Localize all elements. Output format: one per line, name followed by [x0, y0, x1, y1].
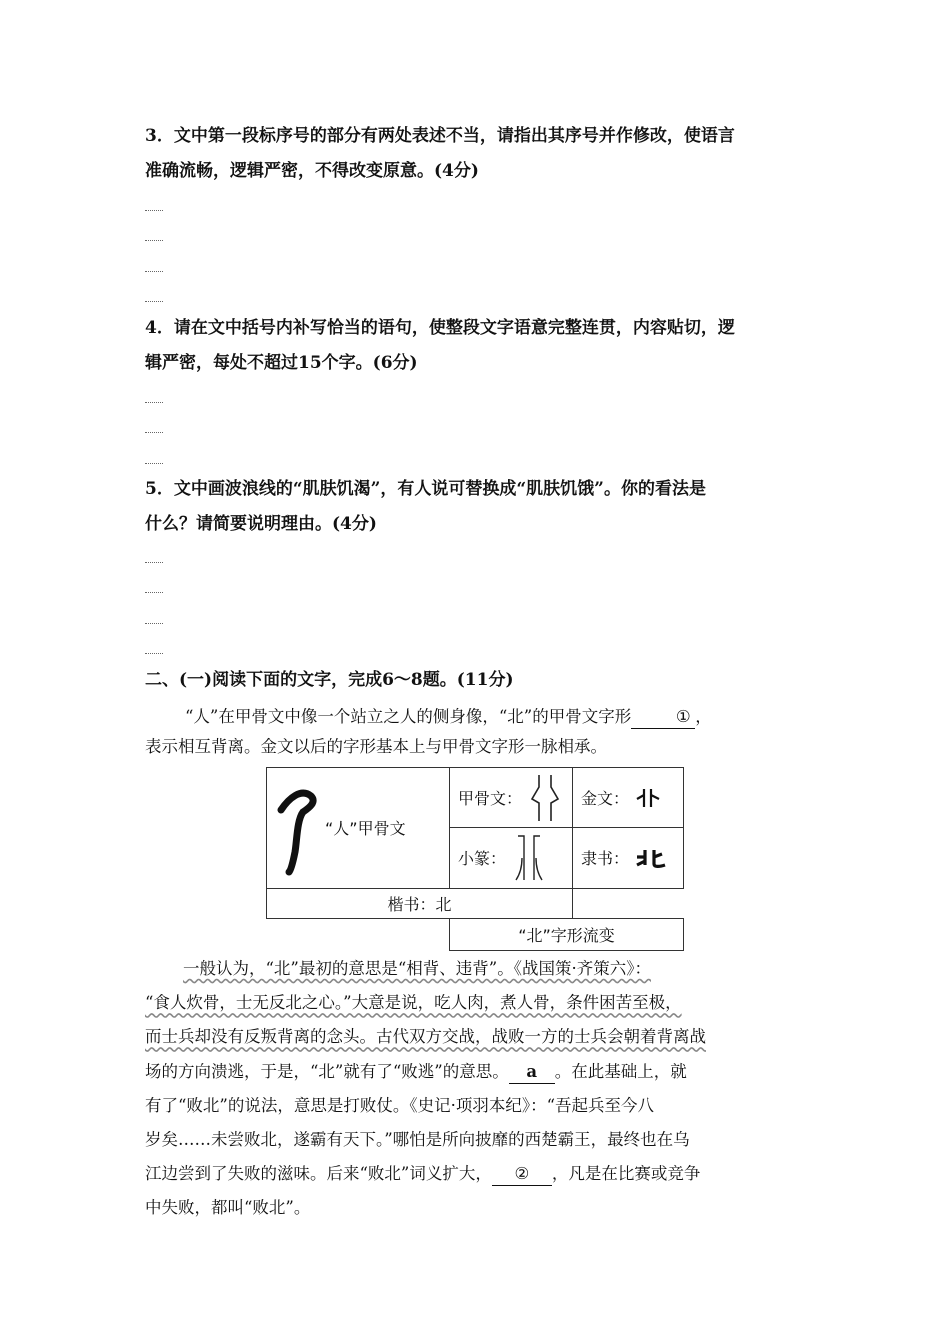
ren-oracle-cell — [267, 768, 450, 889]
paragraph-2-line-3: 而士兵却没有反叛背离的念头。古代双方交战，战败一方的士兵会朝着背离战 — [145, 1027, 706, 1047]
paragraph-1-text-a: “人”在甲骨文中像一个站立之人的侧身像，“北”的甲骨文字形 — [185, 707, 632, 726]
paragraph-2-line-7b: ，凡是在比赛或竞争 — [551, 1164, 701, 1184]
question-4-line-2: 辑严密，每处不超过15个字。(6分) — [145, 353, 418, 373]
question-5 — [145, 472, 810, 542]
blank-a[interactable]: a — [509, 1061, 555, 1084]
answer-line[interactable] — [145, 240, 163, 241]
answer-line[interactable] — [145, 210, 163, 211]
paragraph-1-text-b: ， — [695, 707, 712, 726]
paragraph-2-line-4a: 场的方向溃逃，于是，“北”就有了“败逃”的意思。 — [145, 1061, 509, 1081]
question-5-line-1: 5．文中画波浪线的“肌肤饥渴”，有人说可替换成“肌肤饥饿”。你的看法是 — [145, 479, 706, 499]
paragraph-2 — [145, 952, 810, 1226]
answer-line[interactable] — [145, 271, 163, 272]
answer-line[interactable] — [145, 623, 163, 624]
paragraph-1-line-2: 表示相互背离。金文以后的字形基本上与甲骨文字形一脉相承。 — [145, 737, 607, 756]
ren-label: “人”甲骨文 — [325, 819, 406, 839]
question-5-line-2: 什么？请简要说明理由。(4分) — [145, 514, 377, 534]
section-heading: 二、(一)阅读下面的文字，完成6～8题。(11分) — [145, 670, 514, 690]
xiaozhuan-cell — [450, 828, 573, 888]
paragraph-2-line-6: 岁矣……未尝败北，遂霸有天下。”哪怕是所向披靡的西楚霸王，最终也在乌 — [145, 1130, 690, 1150]
jiaguwen-label: 甲骨文： — [458, 789, 523, 809]
jinwen-label: 金文： — [581, 789, 630, 809]
answer-line[interactable] — [145, 592, 163, 593]
jinwen-cell — [573, 768, 684, 828]
paragraph-2-line-7a: 江边尝到了失败的滋味。后来“败北”词义扩大， — [145, 1164, 492, 1184]
question-3-line-2: 准确流畅，逻辑严密，不得改变原意。(4分) — [145, 161, 479, 181]
paragraph-2-line-5: 有了“败北”的说法，意思是打败仗。《史记·项羽本纪》：“吾起兵至今八 — [145, 1095, 655, 1115]
paragraph-2-line-2: “食人炊骨，士无反北之心。”大意是说，吃人肉，煮人骨，条件困苦至极， — [145, 993, 682, 1013]
bei-bronze-glyph-icon — [635, 787, 661, 809]
lishu-label: 隶书： — [581, 849, 630, 869]
bei-seal-glyph-icon — [512, 834, 546, 882]
lishu-cell — [573, 828, 684, 888]
blank-1[interactable]: ① — [631, 706, 695, 729]
paragraph-1 — [145, 702, 810, 762]
paragraph-2-line-1: 一般认为，“北”最初的意思是“相背、违背”。《战国策·齐策六》： — [183, 959, 651, 978]
xiaozhuan-label: 小篆： — [458, 849, 507, 869]
answer-line[interactable] — [145, 402, 163, 403]
jiaguwen-cell — [450, 768, 573, 828]
figure-caption: “北”字形流变 — [450, 918, 684, 950]
paragraph-2-line-8: 中失败，都叫“败北”。 — [145, 1198, 311, 1218]
answer-line[interactable] — [145, 653, 163, 654]
glyph-evolution-table — [266, 767, 684, 951]
kaishu-cell: 楷书：北 — [267, 888, 573, 918]
bei-oracle-glyph-icon — [528, 773, 562, 823]
answer-line[interactable] — [145, 301, 163, 302]
question-4 — [145, 311, 810, 381]
question-3-line-1: 3．文中第一段标序号的部分有两处表述不当，请指出其序号并作修改，使语言 — [145, 126, 735, 146]
bei-clerical-glyph-icon — [635, 847, 667, 869]
ren-oracle-glyph-icon — [275, 780, 319, 876]
answer-line[interactable] — [145, 463, 163, 464]
question-4-line-1: 4．请在文中括号内补写恰当的语句，使整段文字语意完整连贯，内容贴切，逻 — [145, 318, 735, 338]
paragraph-2-line-4b: 。在此基础上，就 — [554, 1061, 687, 1081]
answer-line[interactable] — [145, 432, 163, 433]
question-3 — [145, 119, 810, 189]
blank-2[interactable]: ② — [492, 1163, 552, 1186]
answer-line[interactable] — [145, 562, 163, 563]
